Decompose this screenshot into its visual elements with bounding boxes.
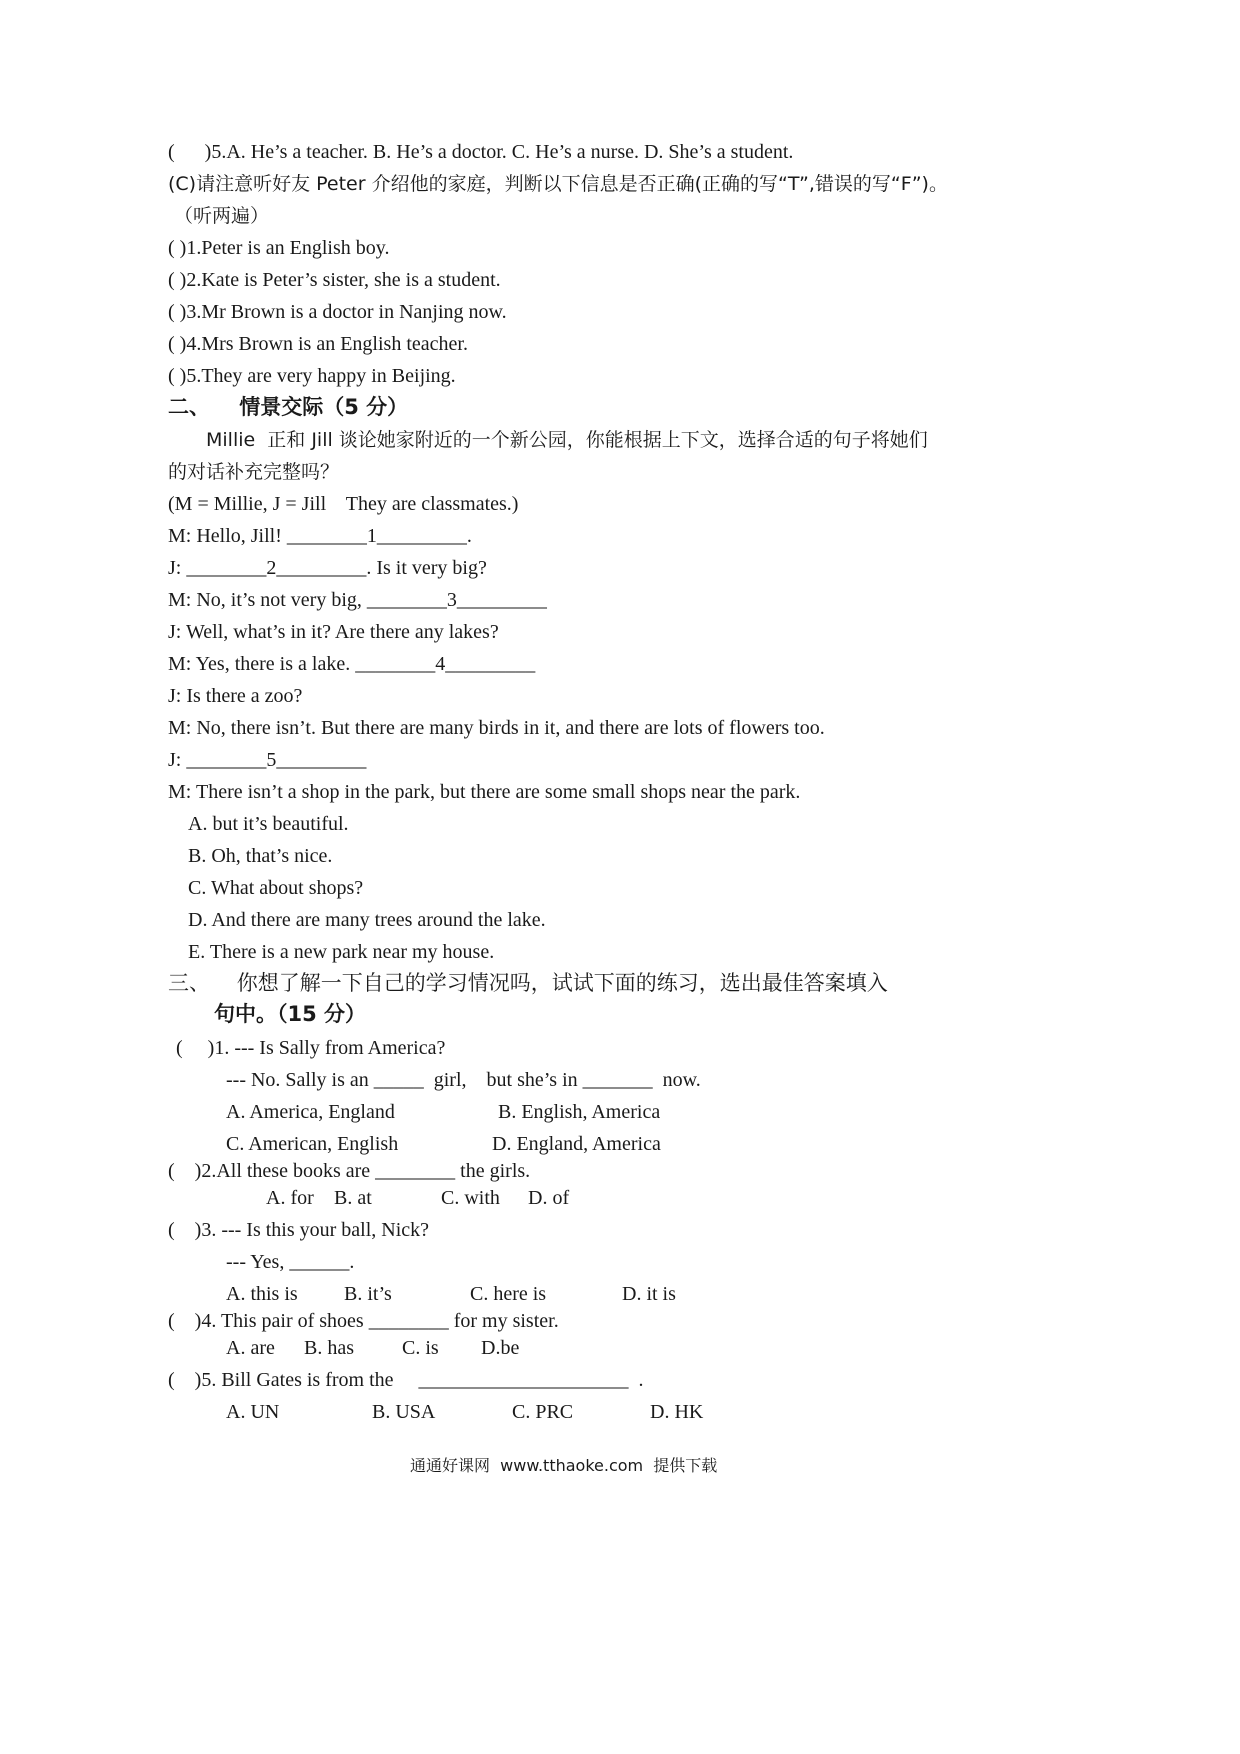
section2-heading: 二、 情景交际（5 分） xyxy=(168,395,409,419)
q1-option-a: A. America, England xyxy=(226,1101,395,1123)
dialogue-line-7: M: No, there isn’t. But there are many birds in it, and there are lots of flowers too. xyxy=(168,717,825,739)
q2-option-c: C. with xyxy=(441,1187,500,1209)
q4-option-c: C. is xyxy=(402,1337,439,1359)
q5-option-c: C. PRC xyxy=(512,1401,574,1423)
q2-stem: ( )2.All these books are ________ the girls. xyxy=(168,1160,531,1182)
dialogue-line-1: M: Hello, Jill! ________1_________. xyxy=(168,525,472,547)
choice-d: D. And there are many trees around the lake. xyxy=(188,909,546,931)
q3-option-c: C. here is xyxy=(470,1283,547,1305)
dialogue-line-8: J: ________5_________ xyxy=(168,749,367,771)
q2-option-a: A. for xyxy=(266,1187,314,1209)
q5-option-a: A. UN xyxy=(226,1401,280,1423)
choice-a: A. but it’s beautiful. xyxy=(188,813,349,835)
partC-item-4: ( )4.Mrs Brown is an English teacher. xyxy=(168,333,468,355)
q4-option-d: D.be xyxy=(481,1337,520,1359)
q5-stem: ( )5. Bill Gates is from the _____________________ . xyxy=(168,1369,644,1391)
q1-stem: ( )1. --- Is Sally from America? xyxy=(176,1037,446,1059)
section2-intro-cont: 的对话补充完整吗？ xyxy=(168,461,340,483)
dialogue-line-5: M: Yes, there is a lake. ________4_________ xyxy=(168,653,536,675)
q5-option-b: B. USA xyxy=(372,1401,436,1423)
q2-option-d: D. of xyxy=(528,1187,570,1209)
page-footer: 通通好课网 www.tthaoke.com 提供下载 xyxy=(410,1456,718,1475)
q4-option-b: B. has xyxy=(304,1337,354,1359)
dialogue-line-2: J: ________2_________. Is it very big? xyxy=(168,557,487,579)
q1-option-b: B. English, America xyxy=(498,1101,661,1123)
partC-item-2: ( )2.Kate is Peter’s sister, she is a student. xyxy=(168,269,501,291)
partC-item-1: ( )1.Peter is an English boy. xyxy=(168,237,390,259)
partC-item-5: ( )5.They are very happy in Beijing. xyxy=(168,365,456,387)
partC-item-3: ( )3.Mr Brown is a doctor in Nanjing now. xyxy=(168,301,507,323)
section2-note: (M = Millie, J = Jill They are classmates.) xyxy=(168,493,519,515)
section2-intro: Millie 正和 Jill 谈论她家附近的一个新公园，你能根据上下文，选择合适的句子将她们 xyxy=(206,429,928,451)
part1-question-5: ( )5.A. He’s a teacher. B. He’s a doctor. C. He’s a nurse. D. She’s a student. xyxy=(168,141,794,163)
q3-option-b: B. it’s xyxy=(344,1283,392,1305)
q1-option-d: D. England, America xyxy=(492,1133,661,1155)
q3-reply: --- Yes, ______. xyxy=(226,1251,355,1273)
choice-e: E. There is a new park near my house. xyxy=(188,941,495,963)
choice-c: C. What about shops? xyxy=(188,877,364,899)
q4-stem: ( )4. This pair of shoes ________ for my sister. xyxy=(168,1310,559,1332)
partC-instruction-note: （听两遍） xyxy=(174,205,270,227)
dialogue-line-6: J: Is there a zoo? xyxy=(168,685,303,707)
q3-option-a: A. this is xyxy=(226,1283,298,1305)
choice-b: B. Oh, that’s nice. xyxy=(188,845,333,867)
q1-reply: --- No. Sally is an _____ girl, but she’s in _______ now. xyxy=(226,1069,701,1091)
partC-instruction: (C)请注意听好友 Peter 介绍他的家庭，判断以下信息是否正确(正确的写“T”,错误的写“F”)。 xyxy=(168,173,948,195)
dialogue-line-9: M: There isn’t a shop in the park, but there are some small shops near the park. xyxy=(168,781,801,803)
section3-heading: 三、 你想了解一下自己的学习情况吗，试试下面的练习，选出最佳答案填入 xyxy=(168,971,888,995)
q3-option-d: D. it is xyxy=(622,1283,676,1305)
q5-option-d: D. HK xyxy=(650,1401,704,1423)
q2-option-b: B. at xyxy=(334,1187,372,1209)
q1-option-c: C. American, English xyxy=(226,1133,399,1155)
dialogue-line-3: M: No, it’s not very big, ________3_________ xyxy=(168,589,547,611)
section3-heading-cont: 句中。（15 分） xyxy=(214,1002,367,1026)
q3-stem: ( )3. --- Is this your ball, Nick? xyxy=(168,1219,430,1241)
dialogue-line-4: J: Well, what’s in it? Are there any lakes? xyxy=(168,621,499,643)
q4-option-a: A. are xyxy=(226,1337,275,1359)
